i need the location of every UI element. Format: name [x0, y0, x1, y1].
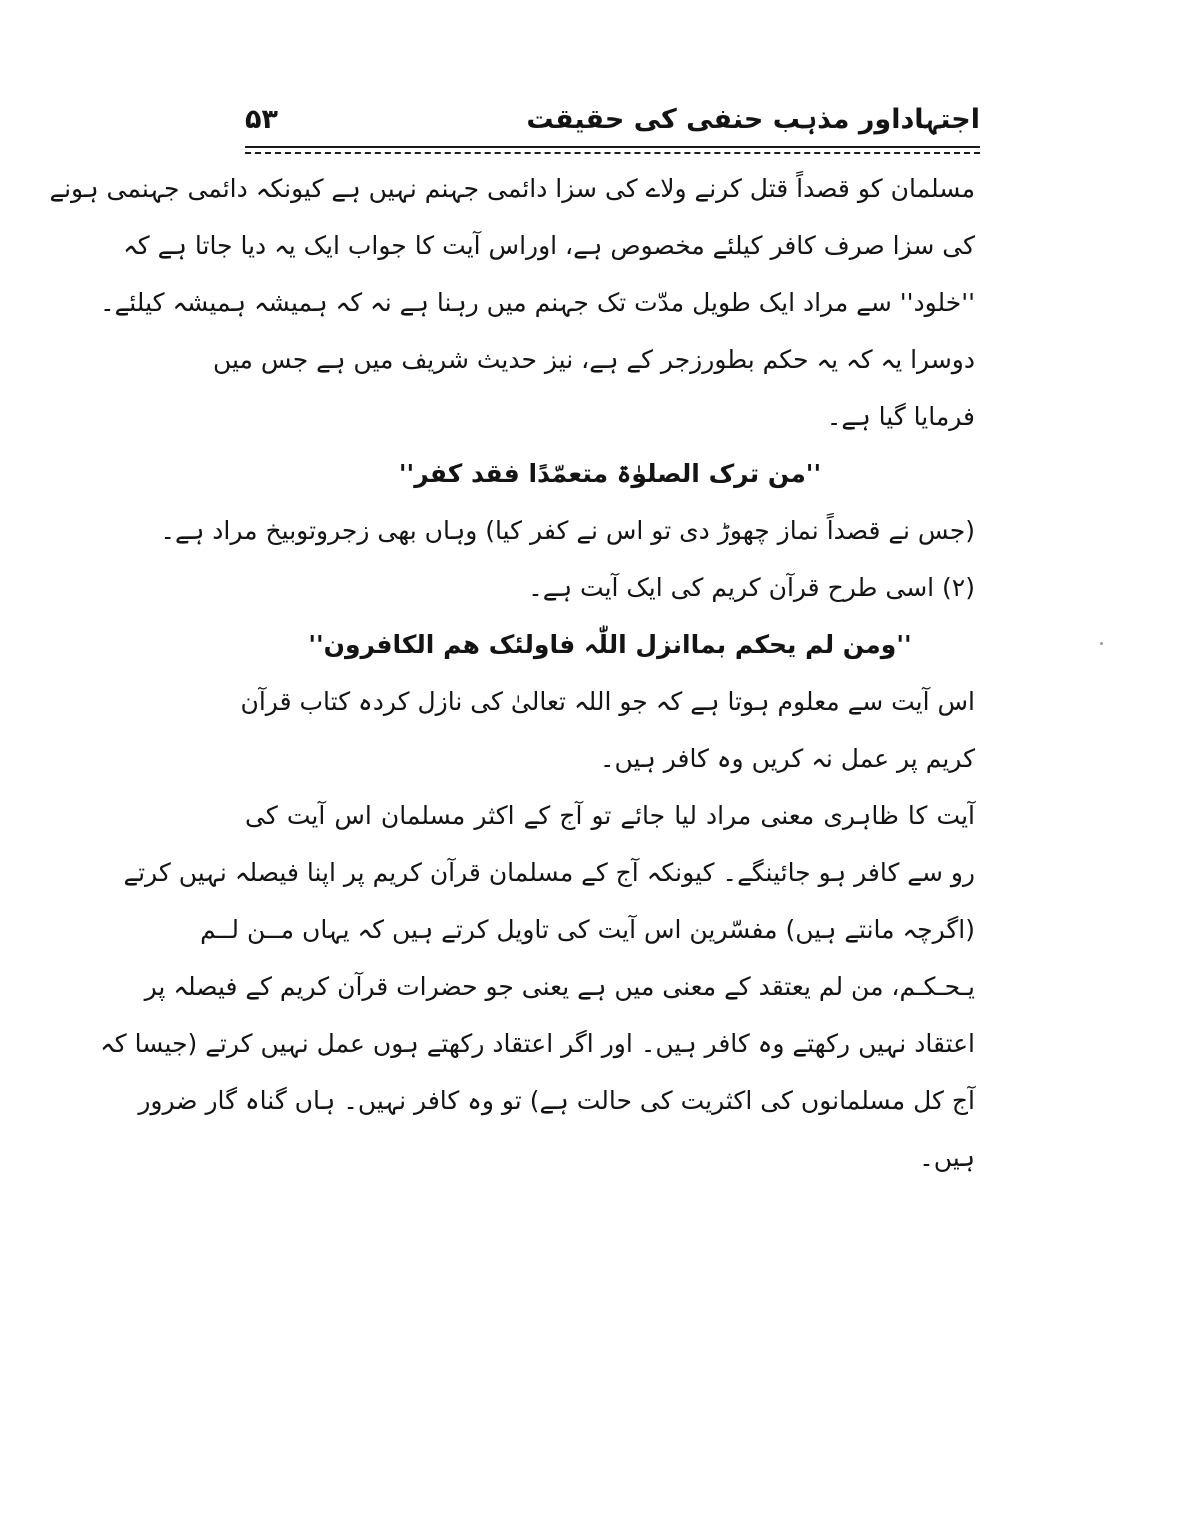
text-line: (۲) اسی طرح قرآن کریم کی ایک آیت ہے۔	[528, 573, 975, 602]
text-line: (جس نے قصداً نماز چھوڑ دی تو اس نے کفر کیا) وہاں بھی زجروتوبیخ مراد ہے۔	[160, 516, 975, 545]
scan-speck	[1100, 642, 1103, 645]
text-line: آج کل مسلمانوں کی اکثریت کی حالت ہے) تو وہ کافر نہیں۔ ہاں گناہ گار ضرور	[138, 1086, 975, 1115]
text-line: کریم پر عمل نہ کریں وہ کافر ہیں۔	[599, 744, 975, 773]
text-line: اس آیت سے معلوم ہوتا ہے کہ جو اللہ تعالیٰ کی نازل کردہ کتاب قرآن	[240, 687, 975, 716]
body-text	[49, 160, 975, 1186]
text-line: رو سے کافر ہو جائینگے۔ کیونکہ آج کے مسلمان قرآن کریم پر اپنا فیصلہ نہیں کرتے	[123, 858, 975, 887]
text-line: ''خلود'' سے مراد ایک طویل مدّت تک جہنم میں رہنا ہے نہ کہ ہمیشہ ہمیشہ کیلئے۔	[99, 288, 975, 317]
text-line: فرمایا گیا ہے۔	[826, 402, 975, 431]
text-line: (اگرچہ مانتے ہیں) مفسّرین اس آیت کی تاویل کرتے ہیں کہ یہاں مــن لــم	[200, 915, 975, 944]
text-line: ہیں۔	[919, 1143, 975, 1172]
hadith-quote: ''من ترک الصلوٰۃ متعمّدًا فقد کفر''	[398, 459, 822, 488]
text-line: دوسرا یہ کہ یہ حکم بطورزجر کے ہے، نیز حدیث شریف میں ہے جس میں	[212, 345, 975, 374]
text-line: مسلمان کو قصداً قتل کرنے ولاے کی سزا دائمی جہنم نہیں ہے کیونکہ دائمی جہنمی ہونے	[49, 174, 975, 203]
page-number: ۵۳	[245, 104, 278, 135]
running-header	[245, 100, 980, 140]
quran-verse-quote: ''ومن لم یحکم بماانزل اللّٰہ فاولئک ھم الکافرون''	[308, 630, 912, 659]
book-title: اجتہاداور مذہب حنفی کی حقیقت	[526, 104, 980, 135]
text-line: کی سزا صرف کافر کیلئے مخصوص ہے، اوراس آیت کا جواب ایک یہ دیا جاتا ہے کہ	[123, 231, 975, 260]
text-line: اعتقاد نہیں رکھتے وہ کافر ہیں۔ اور اگر اعتقاد رکھتے ہوں عمل نہیں کرتے (جیسا کہ	[100, 1029, 975, 1058]
header-rule-dashed	[245, 152, 980, 154]
text-line: آیت کا ظاہری معنی مراد لیا جائے تو آج کے اکثر مسلمان اس آیت کی	[245, 801, 975, 830]
text-line: یـحـکـم، من لم یعتقد کے معنی میں ہے یعنی جو حضرات قرآن کریم کے فیصلہ پر	[144, 972, 975, 1001]
header-rule	[245, 146, 980, 148]
